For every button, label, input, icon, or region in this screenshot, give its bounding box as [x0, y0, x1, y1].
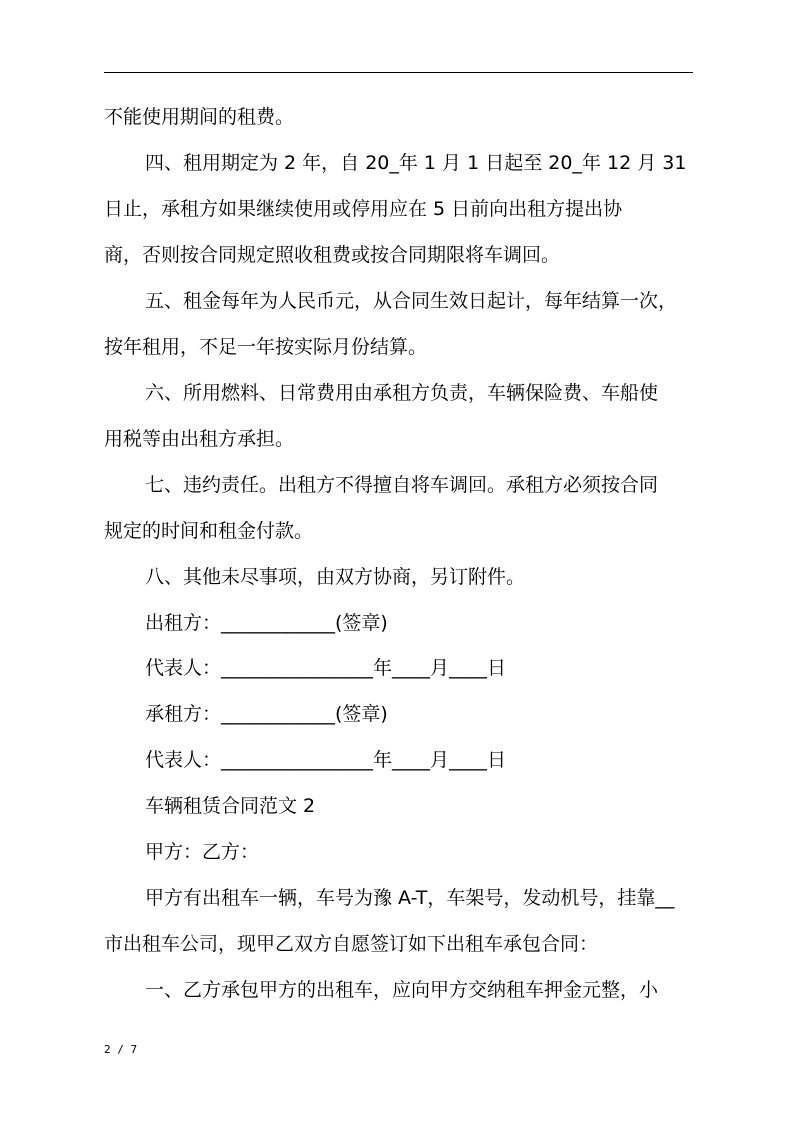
- paragraph-line: 按年租用，不足一年按实际月份结算。: [104, 336, 428, 358]
- clause-one-line: 一、乙方承包甲方的出租车，应向甲方交纳租车押金元整，小: [145, 979, 659, 1001]
- paragraph-line: 用税等由出租方承担。: [104, 428, 295, 450]
- lessee-signature-line: 承租方：____________(签章): [145, 703, 388, 725]
- paragraph-line: 甲方有出租车一辆，车号为豫 A-T，车架号，发动机号，挂靠__: [145, 887, 675, 909]
- parties-line: 甲方：乙方：: [145, 841, 260, 863]
- lessee-representative-line: 代表人：________________年____月____日: [145, 749, 507, 771]
- paragraph-line: 商，否则按合同规定照收租费或按合同期限将车调回。: [104, 244, 561, 266]
- paragraph-line: 市出租车公司，现甲乙双方自愿签订如下出租车承包合同：: [104, 933, 599, 955]
- clause-four-line: 四、租用期定为 2 年，自 20_年 1 月 1 日起至 20_年 12 月 31: [145, 152, 687, 174]
- paragraph-line: 日止，承租方如果继续使用或停用应在 5 日前向出租方提出协: [104, 198, 623, 220]
- page-number: 2 / 7: [104, 1043, 138, 1056]
- clause-seven-line: 七、违约责任。出租方不得擅自将车调回。承租方必须按合同: [145, 474, 659, 496]
- lessor-representative-line: 代表人：________________年____月____日: [145, 657, 507, 679]
- header-rule: [104, 72, 693, 73]
- paragraph-line: 规定的时间和租金付款。: [104, 520, 314, 542]
- paragraph-line: 不能使用期间的租费。: [104, 106, 295, 128]
- lessor-signature-line: 出租方：____________(签章): [145, 612, 388, 634]
- clause-six-line: 六、所用燃料、日常费用由承租方负责，车辆保险费、车船使: [145, 382, 659, 404]
- clause-five-line: 五、租金每年为人民币元，从合同生效日起计，每年结算一次，: [145, 290, 678, 312]
- clause-eight-line: 八、其他未尽事项，由双方协商，另订附件。: [145, 566, 526, 588]
- section-title: 车辆租赁合同范文 2: [145, 795, 316, 817]
